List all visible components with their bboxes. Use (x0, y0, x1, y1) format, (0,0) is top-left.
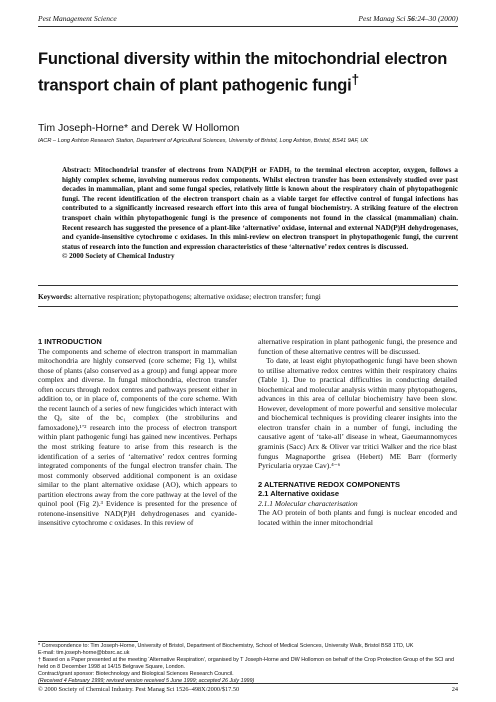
footer-divider (38, 683, 458, 684)
keywords-text: alternative respiration; phytopathogens; alternative oxidase; electron transfer; fungi (72, 292, 321, 301)
footnote-email: E-mail: tim.joseph-horne@bbsrc.ac.uk (38, 650, 130, 656)
footnotes (38, 643, 458, 685)
citation: Pest Manag Sci 56:24–30 (2000) (358, 14, 458, 23)
right-column (258, 337, 457, 527)
author-list: Tim Joseph-Horne* and Derek W Hollomon (38, 122, 240, 134)
footnote-grant: Contract/grant sponsor: Biotechnology and Biological Sciences Research Council. (38, 671, 234, 677)
running-head (38, 14, 458, 27)
section-heading-introduction: 1 INTRODUCTION (38, 337, 102, 346)
subsubsection-heading-molecular: 2.1.1 Molecular characterisation (258, 498, 358, 508)
title-footnote-mark: † (351, 71, 359, 87)
footer-copyright: © 2000 Society of Chemical Industry. Pest Manag Sci 1526–498X/2000/$17.50 (38, 686, 240, 693)
keywords-divider (38, 306, 458, 307)
abstract (62, 166, 458, 262)
left-column (38, 337, 237, 528)
journal-name: Pest Management Science (38, 14, 117, 23)
abstract-copyright: © 2000 Society of Chemical Industry (62, 252, 175, 261)
footnote-divider (38, 641, 138, 642)
intro-paragraph-2: To date, at least eight phytopathogenic fungi have been shown to utilise alternative redox centres within their respiratory chains (Table 1). Due to practical difficulties in conducting detailed biochemical and molecular analysis within many phytopathogens, advances in this area of cellular biochemistry have been slow. However, development of more powerful and sensitive molecular and biochemical techniques is providing clearer insights into the electron transfer chain in a number of fungi, including the causative agent of ‘take-all’ disease in wheat, Gaeumannomyces graminis (Sacc) Arx & Oliver var tritici Walker and the rice blast fungus Magnaporthe grisea (Hebert) ME Barr (formerly Pyricularia oryzae Cav).⁴⁻⁶ (258, 356, 457, 471)
page-footer (38, 686, 458, 693)
abstract-text: Mitochondrial transfer of electrons from NAD(P)H or FADH₂ to the terminal electron acceptor, oxygen, follows a highly complex scheme, involving numerous redox components. Whilst electron transfer has been extensively studied over past decades in mammalian, plant and some fungal species, relatively little is known about the respiratory chain of phytopathogenic fungi. The recent identification of the electron transport chain as a viable target for effective control of fungal infections has contributed to a significantly increased research effort into this area of fungal biochemistry. A striking feature of the electron transport chain within phytopathogenic fungi is the presence of components not found in the classical (mammalian) chain. Recent research has suggested the presence of a plant-like ‘alternative’ oxidase, internal and external NAD(P)H dehydrogenases, and cyanide-insensitive cytochrome c oxidases. In this mini-review on electron transport in phytopathogenic fungi, the current status of research into the function and expression characteristics of these ‘alternative’ redox centres is discussed. (62, 166, 458, 251)
section-heading-alternative-redox: 2 ALTERNATIVE REDOX COMPONENTS (258, 479, 400, 489)
keywords (38, 292, 458, 301)
section-2-paragraph: The AO protein of both plants and fungi is nuclear encoded and located within the inner mitochondrial (258, 508, 457, 527)
affiliation: IACR – Long Ashton Research Station, Department of Agricultural Sciences, University of Bristol, Long Ashton, Bristol, BS41 9AF, UK (38, 138, 369, 144)
subsection-heading-alternative-oxidase: 2.1 Alternative oxidase (258, 489, 340, 499)
paper-title: Functional diversity within the mitochondrial electron transport chain of plant pathogenic fungi† (38, 50, 448, 94)
abstract-label: Abstract: (62, 166, 92, 174)
footnote-meeting: † Based on a Paper presented at the meeting ‘Alternative Respiration’, organised by T Joseph-Horne and DW Hollomon on behalf of the Crop Protection Group of the SCI and held on 8 December 1998 at 14/15 Belgrave Square, London. (38, 657, 455, 670)
footnote-correspondence: * Correspondence to: Tim Joseph-Horne, University of Bristol, Department of Biochemistry, School of Medical Sciences, University Walk, Bristol BS8 1TD, UK (38, 643, 414, 649)
page-number: 24 (451, 686, 458, 693)
keywords-label: Keywords: (38, 292, 73, 301)
abstract-divider (38, 285, 458, 286)
footnote-received: (Received 4 February 1999; revised version received 5 June 1999; accepted 26 July 1999) (38, 678, 255, 684)
intro-paragraph: The components and scheme of electron transport in mammalian mitochondria are highly conserved (core scheme; Fig 1), whilst those of plants (also conserved as a group) and fungi appear more complex and diverse. In fungal mitochondria, electron transfer often occurs through redox centres and pathways present either in addition to, or in place of, components of the core scheme. With the recent launch of a series of new fungicides which interact with the Qₒ site of the bc₁ complex (the strobilurins and famoxadone),¹ʼ² research into the process of electron transport within plant pathogenic fungi has gained new incentives. Perhaps the most striking feature to arise from this research is the identification of a series of ‘alternative’ redox centres forming integrated components of the fungal electron transfer chain. The most commonly observed additional component is an oxidase similar to the plant alternative oxidase (AO), which appears to partition electrons away from the core pathway at the level of the quinol pool (Fig 2).³ Evidence is presented for the presence of rotenone-insensitive NAD(P)H dehydrogenases and cyanide-insensitive cytochrome c oxidases. In this review of (38, 346, 237, 528)
intro-paragraph-continued: alternative respiration in plant pathogenic fungi, the presence and function of these alternative centres will be discussed. (258, 337, 457, 356)
